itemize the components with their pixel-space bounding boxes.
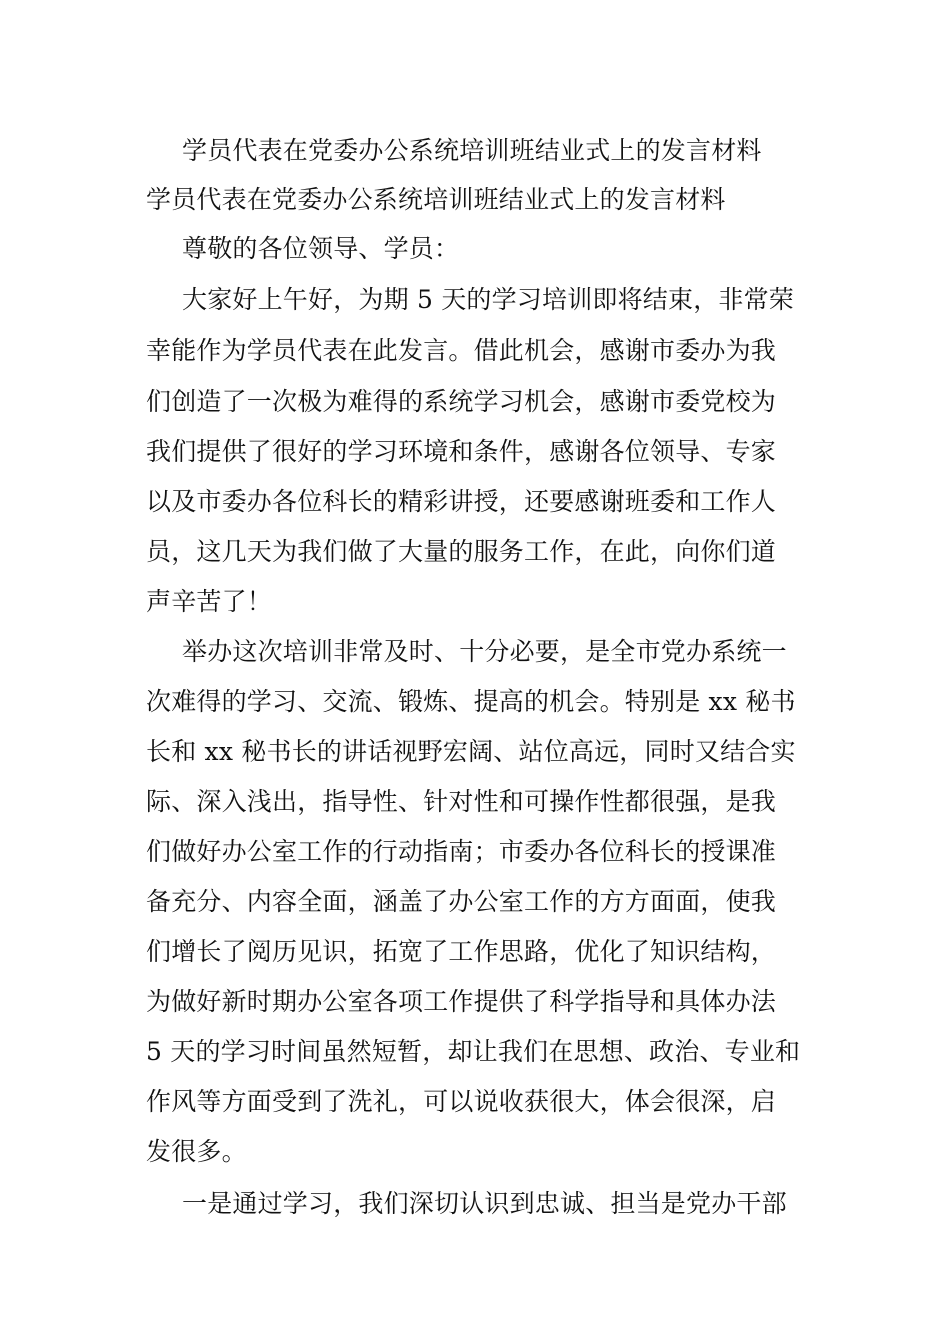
text-line: 为做好新时期办公室各项工作提供了科学指导和具体办法 (146, 987, 777, 1016)
salutation: 尊敬的各位领导、学员： (182, 234, 460, 263)
text-line: 5 天的学习时间虽然短暂，却让我们在思想、政治、专业和 (146, 1037, 801, 1066)
text-line: 备充分、内容全面，涵盖了办公室工作的方方面面，使我 (146, 887, 777, 916)
text-line: 员，这几天为我们做了大量的服务工作，在此，向你们道 (146, 537, 777, 566)
text-line: 声辛苦了！ (146, 587, 273, 616)
text-line: 作风等方面受到了洗礼，可以说收获很大，体会很深，启 (146, 1087, 777, 1116)
text-line: 幸能作为学员代表在此发言。借此机会，感谢市委办为我 (146, 336, 777, 365)
document-subtitle: 学员代表在党委办公系统培训班结业式上的发言材料 (146, 185, 726, 214)
document-title: 学员代表在党委办公系统培训班结业式上的发言材料 (182, 136, 762, 165)
text-line: 们增长了阅历见识，拓宽了工作思路，优化了知识结构， (146, 937, 777, 966)
text-line: 一是通过学习，我们深切认识到忠诚、担当是党办干部 (182, 1189, 787, 1218)
text-line: 我们提供了很好的学习环境和条件，感谢各位领导、专家 (146, 437, 777, 466)
text-line: 们创造了一次极为难得的系统学习机会，感谢市委党校为 (146, 387, 777, 416)
text-line: 们做好办公室工作的行动指南；市委办各位科长的授课准 (146, 837, 777, 866)
text-line: 际、深入浅出，指导性、针对性和可操作性都很强，是我 (146, 787, 777, 816)
text-line: 长和 xx 秘书长的讲话视野宏阔、站位高远，同时又结合实 (146, 737, 796, 766)
text-line: 发很多。 (146, 1137, 247, 1166)
text-line: 以及市委办各位科长的精彩讲授，还要感谢班委和工作人 (146, 487, 777, 516)
text-line: 举办这次培训非常及时、十分必要，是全市党办系统一 (182, 637, 787, 666)
text-line: 大家好上午好，为期 5 天的学习培训即将结束，非常荣 (182, 285, 795, 314)
text-line: 次难得的学习、交流、锻炼、提高的机会。特别是 xx 秘书 (146, 687, 796, 716)
